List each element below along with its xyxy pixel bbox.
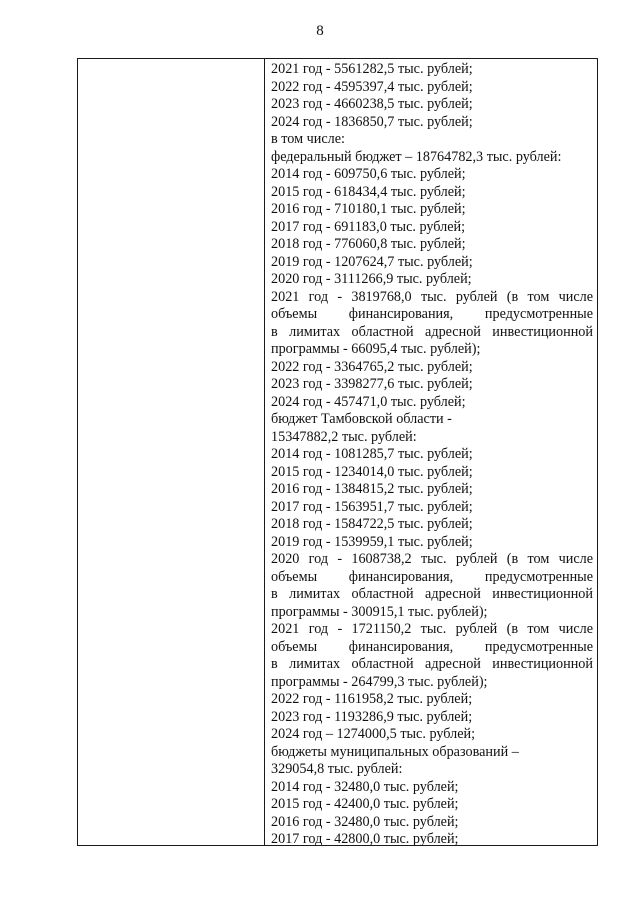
financing-table [77, 58, 598, 846]
table-text-line: 2019 год - 1539959,1 тыс. рублей; [271, 533, 473, 550]
table-text-line: 2021 год - 1721150,2 тыс. рублей (в том числе [271, 621, 593, 637]
table-text-line: 2017 год - 1563951,7 тыс. рублей; [271, 498, 473, 515]
table-text-line: 2015 год - 618434,4 тыс. рублей; [271, 183, 466, 200]
table-text-line: объемы финансирования, предусмотренные [271, 568, 593, 585]
table-text-line: 2017 год - 691183,0 тыс. рублей; [271, 218, 466, 235]
table-text-line: 2015 год - 1234014,0 тыс. рублей; [271, 463, 473, 480]
table-text-line: программы - 264799,3 тыс. рублей); [271, 673, 488, 690]
table-text-line: 15347882,2 тыс. рублей: [271, 428, 417, 445]
table-text-line: 2021 год - 3819768,0 тыс. рублей (в том числе [271, 288, 593, 305]
table-text-line: 2021 год - 5561282,5 тыс. рублей; [271, 61, 473, 77]
table-text-line: в лимитах областной адресной инвестиционной [271, 323, 593, 340]
table-text-line: программы - 66095,4 тыс. рублей); [271, 341, 481, 357]
table-text-line: 2020 год - 3111266,9 тыс. рублей; [271, 271, 472, 287]
table-text-line: в том числе: [271, 131, 345, 147]
table-text-line: 2016 год - 710180,1 тыс. рублей; [271, 201, 466, 217]
table-text-line: 2014 год - 32480,0 тыс. рублей; [271, 778, 459, 795]
table-text-line: программы - 300915,1 тыс. рублей); [271, 603, 488, 620]
table-text-line: 2023 год - 3398277,6 тыс. рублей; [271, 376, 473, 392]
table-right-cell [265, 59, 597, 845]
table-text-line: 2018 год - 776060,8 тыс. рублей; [271, 236, 466, 252]
table-text-line: 2019 год - 1207624,7 тыс. рублей; [271, 253, 473, 270]
table-text-line: бюджет Тамбовской области - [271, 411, 452, 427]
table-text-line: в лимитах областной адресной инвестиционной [271, 586, 593, 602]
table-text-line: 2024 год - 457471,0 тыс. рублей; [271, 393, 466, 410]
table-text-line: 2022 год - 4595397,4 тыс. рублей; [271, 78, 473, 95]
table-text-line: 2018 год - 1584722,5 тыс. рублей; [271, 516, 473, 532]
table-text-line: 2015 год - 42400,0 тыс. рублей; [271, 796, 459, 812]
table-text-line: 2024 год - 1836850,7 тыс. рублей; [271, 113, 473, 130]
table-text-line: 2017 год - 42800,0 тыс. рублей; [271, 831, 459, 847]
table-text-line: 2016 год - 32480,0 тыс. рублей; [271, 813, 459, 830]
table-text-line: 2014 год - 1081285,7 тыс. рублей; [271, 446, 473, 462]
table-text-line: объемы финансирования, предусмотренные [271, 638, 593, 655]
table-text-line: 2023 год - 4660238,5 тыс. рублей; [271, 96, 473, 112]
table-text-line: федеральный бюджет – 18764782,3 тыс. рублей: [271, 148, 562, 165]
table-text-line: объемы финансирования, предусмотренные [271, 306, 593, 322]
table-left-cell [78, 59, 265, 845]
table-text-line: 2016 год - 1384815,2 тыс. рублей; [271, 481, 473, 497]
page-number: 8 [316, 23, 324, 39]
table-text-line: 2022 год - 1161958,2 тыс. рублей; [271, 691, 473, 707]
table-text-line: 329054,8 тыс. рублей: [271, 761, 403, 777]
table-text-line: 2023 год - 1193286,9 тыс. рублей; [271, 708, 473, 725]
table-text-line: в лимитах областной адресной инвестиционной [271, 656, 593, 672]
table-text-line: 2022 год - 3364765,2 тыс. рублей; [271, 358, 473, 375]
table-text-line: 2020 год - 1608738,2 тыс. рублей (в том числе [271, 551, 593, 567]
table-text-line: 2014 год - 609750,6 тыс. рублей; [271, 166, 466, 182]
table-text-line: бюджеты муниципальных образований – [271, 743, 519, 760]
table-text-line: 2024 год – 1274000,5 тыс. рублей; [271, 726, 476, 742]
